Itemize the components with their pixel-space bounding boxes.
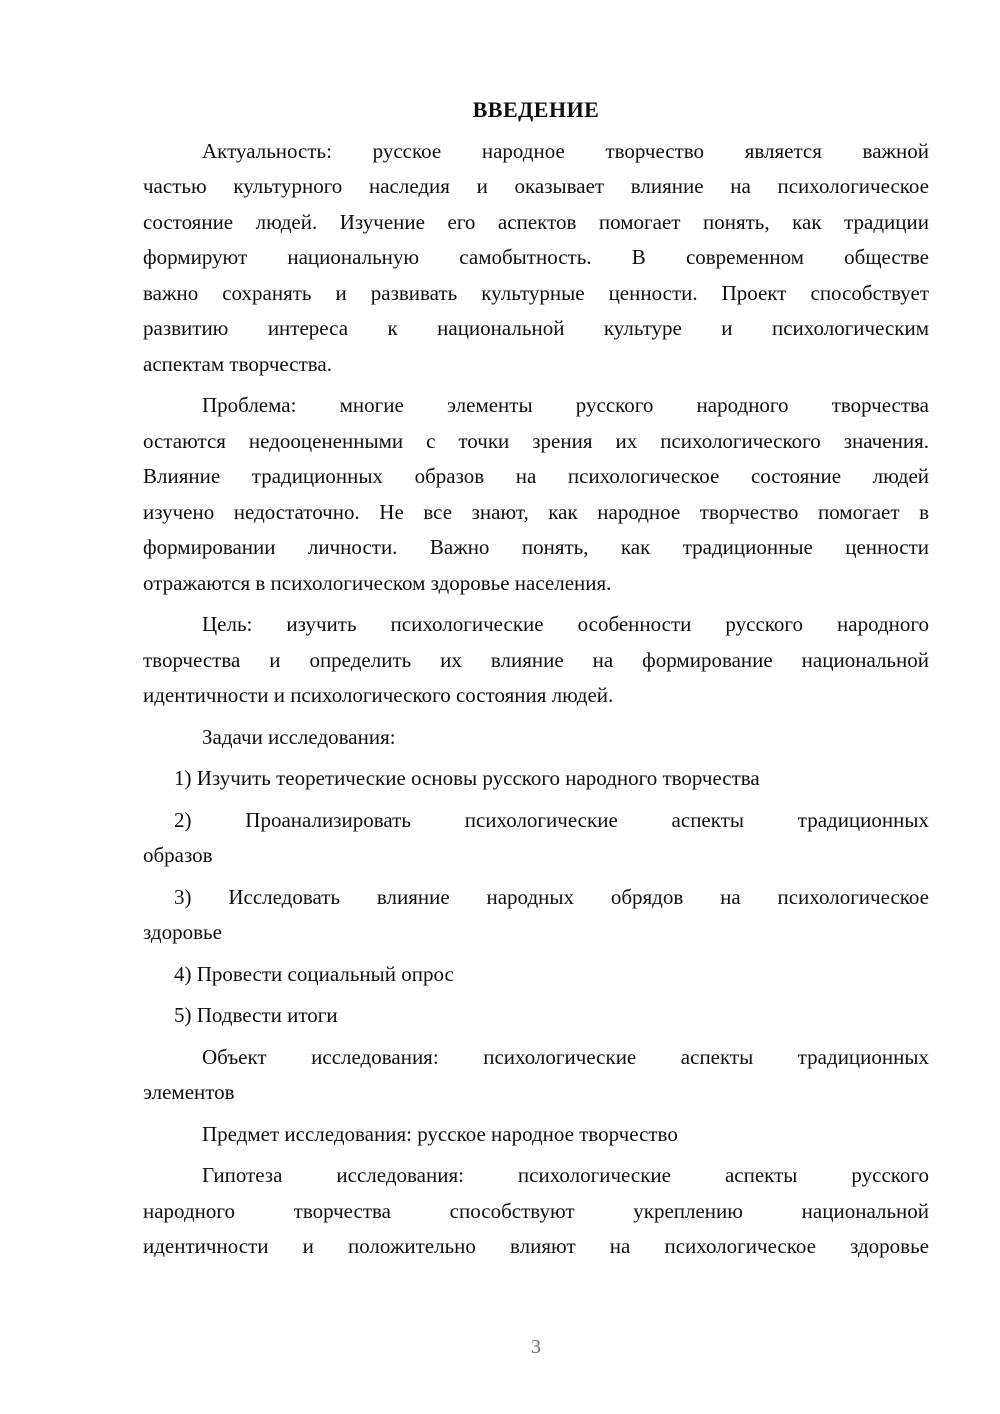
text-line: здоровье (143, 920, 222, 944)
page-title: ВВЕДЕНИЕ (472, 97, 600, 122)
paragraph-hypothesis (143, 1158, 929, 1265)
text-line: Проблема: многие элементы русского народного творчества (202, 393, 929, 417)
text-line: Цель: изучить психологические особенности русского народного (202, 612, 929, 636)
task-item-5 (143, 998, 929, 1034)
text-line: Объект исследования: психологические аспекты традиционных (202, 1044, 929, 1069)
text-line: Актуальность: русское народное творчество является важной (202, 138, 929, 163)
text-line: 5) Подвести итоги (174, 1003, 338, 1027)
text-line: Влияние традиционных образов на психологическое состояние людей (143, 464, 929, 488)
paragraph-goal (143, 607, 929, 714)
task-item-2 (143, 803, 929, 874)
text-line: состояние людей. Изучение его аспектов помогает понять, как традиции (143, 209, 929, 234)
paragraph-relevance (143, 134, 929, 383)
text-line: идентичности и психологического состояния людей. (143, 683, 614, 707)
text-line: Гипотеза исследования: психологические аспекты русского (202, 1163, 929, 1187)
text-line: формировании личности. Важно понять, как традиционные ценности (143, 535, 929, 559)
text-line: народного творчества способствуют укреплению национальной (143, 1198, 929, 1223)
text-line: аспектам творчества. (143, 351, 332, 376)
document-content (143, 92, 929, 1271)
text-line: важно сохранять и развивать культурные ценности. Проект способствует (143, 280, 929, 305)
task-item-4 (143, 957, 929, 993)
text-line: Предмет исследования: русское народное творчество (202, 1121, 678, 1146)
text-line: развитию интереса к национальной культуре и психологическим (143, 316, 929, 340)
text-line: идентичности и положительно влияют на психологическое здоровье (143, 1234, 929, 1258)
text-line: 4) Провести социальный опрос (174, 961, 454, 986)
text-line: формируют национальную самобытность. В современном обществе (143, 245, 929, 269)
task-item-1 (143, 761, 929, 797)
text-line: 1) Изучить теоретические основы русского народного творчества (174, 766, 760, 790)
text-line: отражаются в психологическом здоровье населения. (143, 570, 612, 595)
text-line: творчества и определить их влияние на формирование национальной (143, 647, 929, 672)
text-line: Задачи исследования: (202, 724, 396, 749)
text-line: остаются недооцененными с точки зрения их психологического значения. (143, 428, 929, 453)
text-line: 2) Проанализировать психологические аспекты традиционных (174, 807, 929, 832)
paragraph-tasks-heading (143, 720, 929, 756)
text-line: частью культурного наследия и оказывает влияние на психологическое (143, 174, 929, 198)
paragraph-problem (143, 388, 929, 601)
text-line: образов (143, 843, 213, 867)
text-line: изучено недостаточно. Не все знают, как народное творчество помогает в (143, 499, 929, 524)
text-line: элементов (143, 1080, 235, 1104)
paragraph-subject (143, 1117, 929, 1153)
paragraph-object (143, 1040, 929, 1111)
text-line: 3) Исследовать влияние народных обрядов на психологическое (174, 884, 929, 909)
page-number: 3 (531, 1336, 541, 1358)
task-item-3 (143, 880, 929, 951)
